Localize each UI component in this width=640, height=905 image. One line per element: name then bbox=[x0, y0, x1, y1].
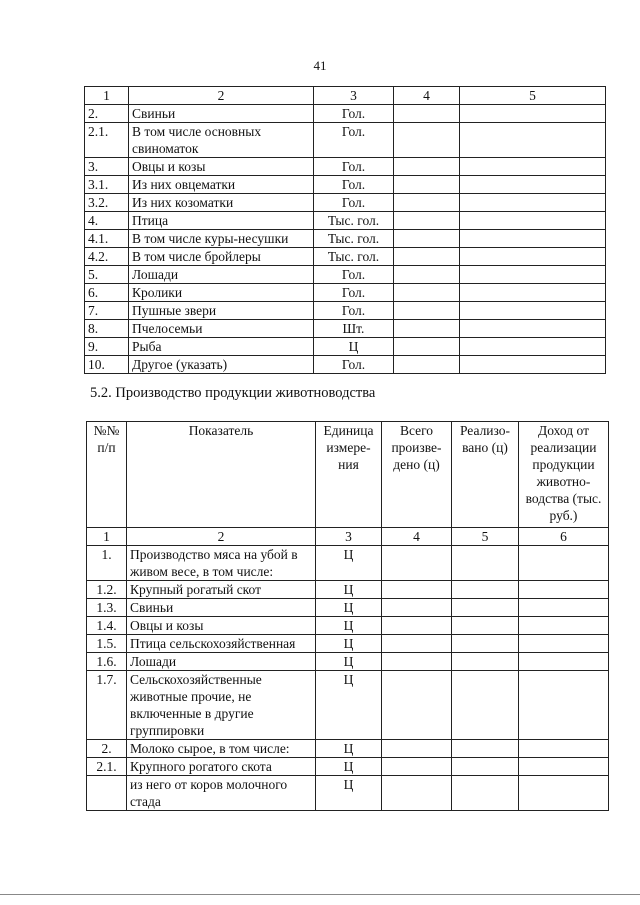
table-row bbox=[85, 105, 606, 123]
row-number: 1.5. bbox=[87, 635, 127, 653]
empty-cell bbox=[452, 758, 519, 776]
empty-cell bbox=[452, 599, 519, 617]
row-name: Птица bbox=[129, 212, 314, 230]
empty-cell bbox=[382, 740, 452, 758]
row-unit: Ц bbox=[316, 546, 382, 581]
table2-colnum-cell: 1 bbox=[87, 528, 127, 546]
row-number: 3.1. bbox=[85, 176, 129, 194]
table-row bbox=[87, 758, 609, 776]
row-number: 7. bbox=[85, 302, 129, 320]
empty-cell bbox=[394, 230, 460, 248]
empty-cell bbox=[519, 581, 609, 599]
row-number: 4.2. bbox=[85, 248, 129, 266]
empty-cell bbox=[382, 776, 452, 811]
table-row bbox=[85, 266, 606, 284]
empty-cell bbox=[519, 671, 609, 740]
row-name: Лошади bbox=[129, 266, 314, 284]
table1-header-cell: 1 bbox=[85, 87, 129, 105]
row-name: из него от коров молочного стада bbox=[127, 776, 316, 811]
row-number: 2.1. bbox=[87, 758, 127, 776]
empty-cell bbox=[460, 105, 606, 123]
empty-cell bbox=[452, 740, 519, 758]
table-row bbox=[85, 284, 606, 302]
table2-colnum-cell: 4 bbox=[382, 528, 452, 546]
empty-cell bbox=[460, 338, 606, 356]
row-number: 5. bbox=[85, 266, 129, 284]
table-row bbox=[85, 230, 606, 248]
table2-header-cell: №№ п/п bbox=[87, 422, 127, 528]
row-unit: Ц bbox=[316, 599, 382, 617]
empty-cell bbox=[519, 653, 609, 671]
row-name: Производство мяса на убой в живом весе, в том числе: bbox=[127, 546, 316, 581]
table-row bbox=[85, 194, 606, 212]
row-unit: Гол. bbox=[314, 105, 394, 123]
row-unit: Гол. bbox=[314, 176, 394, 194]
section-title: 5.2. Производство продукции животноводства bbox=[90, 385, 376, 401]
empty-cell bbox=[460, 194, 606, 212]
table2-header-cell: Всего произве-дено (ц) bbox=[382, 422, 452, 528]
row-number: 4. bbox=[85, 212, 129, 230]
row-unit: Ц bbox=[316, 617, 382, 635]
table-row bbox=[87, 617, 609, 635]
table2-header-cell: Доход от реализации продукции животно-водства (тыс. руб.) bbox=[519, 422, 609, 528]
empty-cell bbox=[382, 617, 452, 635]
row-number: 8. bbox=[85, 320, 129, 338]
row-number: 1.2. bbox=[87, 581, 127, 599]
empty-cell bbox=[460, 158, 606, 176]
table2-header-cell: Реализо-вано (ц) bbox=[452, 422, 519, 528]
row-number: 3.2. bbox=[85, 194, 129, 212]
table1-header-cell: 4 bbox=[394, 87, 460, 105]
empty-cell bbox=[394, 123, 460, 158]
table-row bbox=[85, 212, 606, 230]
table-row bbox=[85, 356, 606, 374]
empty-cell bbox=[452, 617, 519, 635]
empty-cell bbox=[452, 671, 519, 740]
empty-cell bbox=[519, 599, 609, 617]
table2-header-cell: Показатель bbox=[127, 422, 316, 528]
empty-cell bbox=[460, 248, 606, 266]
row-unit: Ц bbox=[316, 635, 382, 653]
table2-colnum-cell: 3 bbox=[316, 528, 382, 546]
empty-cell bbox=[394, 105, 460, 123]
page-number: 41 bbox=[313, 58, 327, 73]
empty-cell bbox=[452, 653, 519, 671]
table-row bbox=[87, 635, 609, 653]
row-number: 1.7. bbox=[87, 671, 127, 740]
table2-header-row bbox=[87, 422, 609, 528]
row-name: Свиньи bbox=[129, 105, 314, 123]
empty-cell bbox=[382, 635, 452, 653]
row-name: Крупного рогатого скота bbox=[127, 758, 316, 776]
table-row bbox=[87, 740, 609, 758]
row-unit: Тыс. гол. bbox=[314, 248, 394, 266]
table2-header-cell: Единица измере-ния bbox=[316, 422, 382, 528]
row-name: В том числе основных свиноматок bbox=[129, 123, 314, 158]
empty-cell bbox=[460, 284, 606, 302]
page-bottom-rule bbox=[0, 894, 640, 895]
row-number: 9. bbox=[85, 338, 129, 356]
row-number: 1. bbox=[87, 546, 127, 581]
row-unit: Гол. bbox=[314, 266, 394, 284]
empty-cell bbox=[394, 266, 460, 284]
table-row bbox=[87, 581, 609, 599]
row-number: 2.1. bbox=[85, 123, 129, 158]
table1-header-cell: 3 bbox=[314, 87, 394, 105]
row-number: 2. bbox=[85, 105, 129, 123]
row-unit: Гол. bbox=[314, 284, 394, 302]
table-row bbox=[85, 338, 606, 356]
row-unit: Гол. bbox=[314, 194, 394, 212]
empty-cell bbox=[460, 176, 606, 194]
row-name: Крупный рогатый скот bbox=[127, 581, 316, 599]
row-name: Рыба bbox=[129, 338, 314, 356]
empty-cell bbox=[460, 230, 606, 248]
row-unit: Тыс. гол. bbox=[314, 230, 394, 248]
table-row bbox=[87, 599, 609, 617]
empty-cell bbox=[519, 740, 609, 758]
row-unit: Ц bbox=[316, 740, 382, 758]
row-unit: Ц bbox=[316, 671, 382, 740]
row-unit: Гол. bbox=[314, 302, 394, 320]
empty-cell bbox=[460, 212, 606, 230]
table-row bbox=[87, 671, 609, 740]
row-name: Другое (указать) bbox=[129, 356, 314, 374]
row-name: Свиньи bbox=[127, 599, 316, 617]
row-unit: Гол. bbox=[314, 158, 394, 176]
table-row bbox=[87, 546, 609, 581]
empty-cell bbox=[460, 266, 606, 284]
row-name: Из них овцематки bbox=[129, 176, 314, 194]
table1-header-row bbox=[85, 87, 606, 105]
empty-cell bbox=[382, 758, 452, 776]
row-unit: Ц bbox=[316, 776, 382, 811]
row-unit: Ц bbox=[316, 653, 382, 671]
empty-cell bbox=[394, 176, 460, 194]
empty-cell bbox=[460, 302, 606, 320]
table-row bbox=[85, 158, 606, 176]
empty-cell bbox=[452, 546, 519, 581]
table-row bbox=[85, 123, 606, 158]
empty-cell bbox=[519, 546, 609, 581]
empty-cell bbox=[460, 123, 606, 158]
empty-cell bbox=[452, 776, 519, 811]
table2-colnum-cell: 5 bbox=[452, 528, 519, 546]
row-name: Кролики bbox=[129, 284, 314, 302]
empty-cell bbox=[394, 212, 460, 230]
row-name: Пушные звери bbox=[129, 302, 314, 320]
empty-cell bbox=[382, 599, 452, 617]
row-number: 2. bbox=[87, 740, 127, 758]
table-row bbox=[85, 320, 606, 338]
row-unit: Тыс. гол. bbox=[314, 212, 394, 230]
empty-cell bbox=[519, 635, 609, 653]
table-row bbox=[85, 176, 606, 194]
row-name: Лошади bbox=[127, 653, 316, 671]
empty-cell bbox=[394, 302, 460, 320]
row-name: В том числе куры-несушки bbox=[129, 230, 314, 248]
empty-cell bbox=[394, 284, 460, 302]
table2-colnum-cell: 2 bbox=[127, 528, 316, 546]
row-number: 1.6. bbox=[87, 653, 127, 671]
empty-cell bbox=[382, 581, 452, 599]
row-name: Молоко сырое, в том числе: bbox=[127, 740, 316, 758]
table-row bbox=[87, 776, 609, 811]
row-name: Из них козоматки bbox=[129, 194, 314, 212]
row-name: Птица сельскохозяйственная bbox=[127, 635, 316, 653]
empty-cell bbox=[519, 776, 609, 811]
empty-cell bbox=[394, 194, 460, 212]
row-name: Пчелосемьи bbox=[129, 320, 314, 338]
row-unit: Ц bbox=[316, 581, 382, 599]
empty-cell bbox=[382, 671, 452, 740]
row-number: 1.3. bbox=[87, 599, 127, 617]
row-unit: Гол. bbox=[314, 356, 394, 374]
empty-cell bbox=[460, 320, 606, 338]
livestock-count-table bbox=[84, 86, 606, 374]
empty-cell bbox=[394, 356, 460, 374]
empty-cell bbox=[452, 635, 519, 653]
table1-header-cell: 5 bbox=[460, 87, 606, 105]
empty-cell bbox=[394, 248, 460, 266]
empty-cell bbox=[382, 653, 452, 671]
table-row bbox=[85, 302, 606, 320]
row-number: 4.1. bbox=[85, 230, 129, 248]
row-unit: Шт. bbox=[314, 320, 394, 338]
empty-cell bbox=[519, 758, 609, 776]
row-unit: Гол. bbox=[314, 123, 394, 158]
row-number: 3. bbox=[85, 158, 129, 176]
row-number: 1.4. bbox=[87, 617, 127, 635]
row-name: В том числе бройлеры bbox=[129, 248, 314, 266]
empty-cell bbox=[519, 617, 609, 635]
table-row bbox=[87, 653, 609, 671]
empty-cell bbox=[394, 158, 460, 176]
table2-colnum-cell: 6 bbox=[519, 528, 609, 546]
row-unit: Ц bbox=[316, 758, 382, 776]
row-unit: Ц bbox=[314, 338, 394, 356]
row-number: 6. bbox=[85, 284, 129, 302]
row-name: Овцы и козы bbox=[129, 158, 314, 176]
row-number bbox=[87, 776, 127, 811]
table-row bbox=[85, 248, 606, 266]
table2-colnum-row bbox=[87, 528, 609, 546]
table1-header-cell: 2 bbox=[129, 87, 314, 105]
livestock-production-table bbox=[86, 421, 609, 811]
empty-cell bbox=[460, 356, 606, 374]
row-name: Сельскохозяйственные животные прочие, не включенные в другие группировки bbox=[127, 671, 316, 740]
empty-cell bbox=[452, 581, 519, 599]
empty-cell bbox=[382, 546, 452, 581]
row-name: Овцы и козы bbox=[127, 617, 316, 635]
empty-cell bbox=[394, 320, 460, 338]
empty-cell bbox=[394, 338, 460, 356]
row-number: 10. bbox=[85, 356, 129, 374]
